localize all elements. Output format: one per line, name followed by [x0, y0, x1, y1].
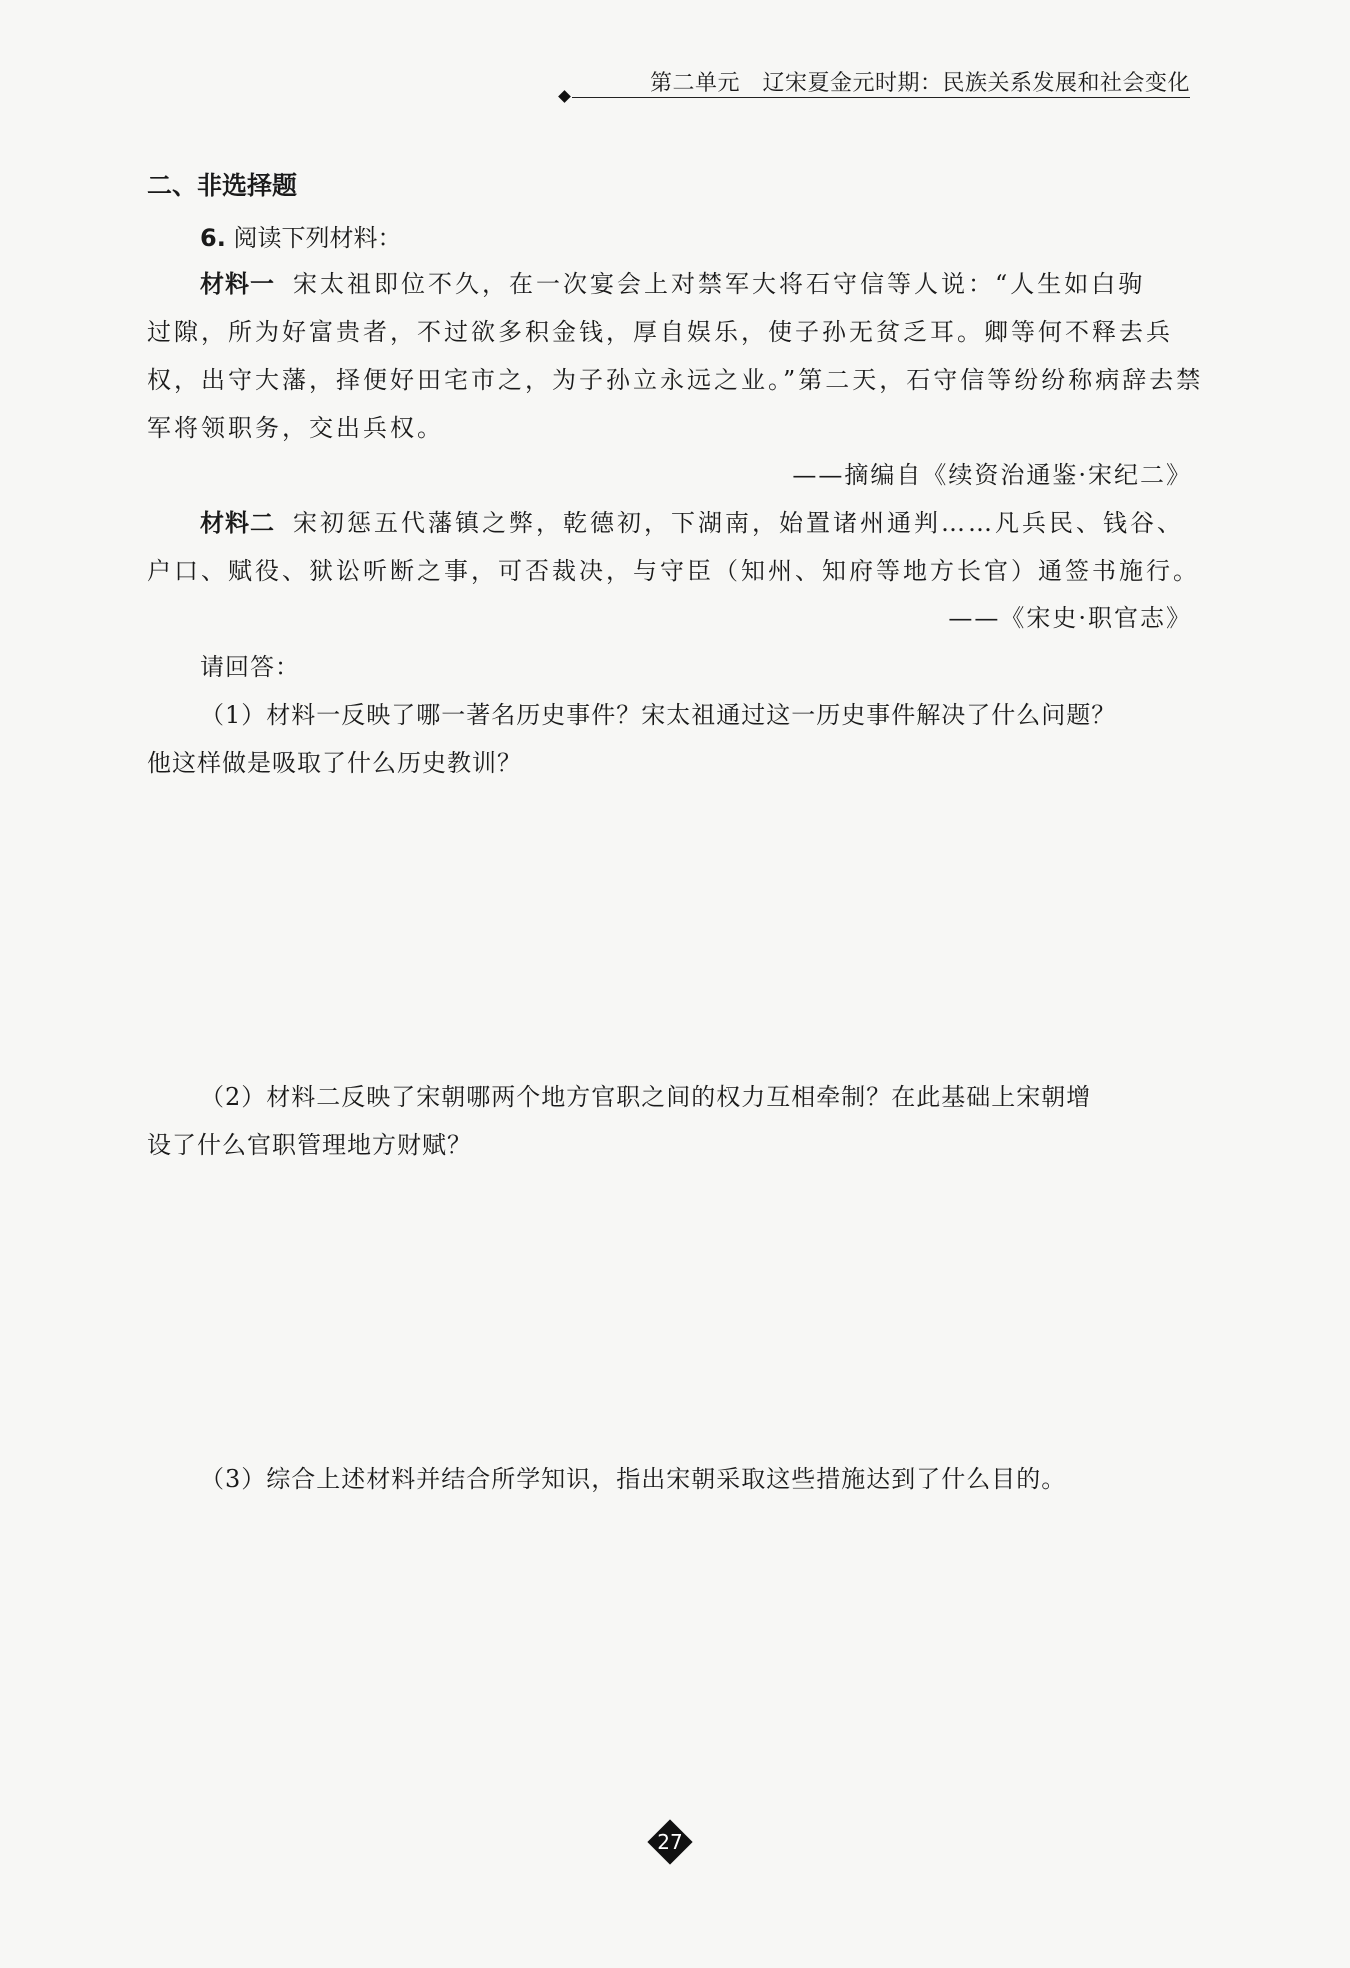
material1-line: 过隙，所为好富贵者，不过欲多积金钱，厚自娱乐，使子孙无贫乏耳。卿等何不释去兵 [147, 318, 1173, 346]
material1-line [200, 264, 1145, 299]
material1-source: ——摘编自《续资治通鉴·宋纪二》 [792, 461, 1192, 489]
page-number: 27 [657, 1830, 683, 1854]
answer-prompt: 请回答： [200, 653, 300, 681]
material1-label: 材料一 [200, 270, 275, 298]
sub-question-2-line: 设了什么官职管理地方财赋？ [147, 1131, 472, 1159]
sub-question-2-line: （2）材料二反映了宋朝哪两个地方官职之间的权力互相牵制？在此基础上宋朝增 [200, 1083, 1092, 1111]
header-unit-title: 第二单元 辽宋夏金元时期：民族关系发展和社会变化 [649, 71, 1190, 96]
sub-question-1-line: （1）材料一反映了哪一著名历史事件？宋太祖通过这一历史事件解决了什么问题？ [200, 701, 1117, 729]
material1-line-text: 宋太祖即位不久，在一次宴会上对禁军大将石守信等人说：“人生如白驹 [293, 270, 1146, 298]
page-number-badge [648, 1820, 692, 1864]
material2-line [200, 503, 1184, 538]
material1-line: 权，出守大藩，择便好田宅市之，为子孙立永远之业。”第二天，石守信等纷纷称病辞去禁 [147, 366, 1204, 394]
running-header [560, 62, 1190, 102]
question-intro [200, 218, 401, 253]
material2-line-text: 宋初惩五代藩镇之弊，乾德初，下湖南，始置诸州通判……凡兵民、钱谷、 [293, 509, 1184, 537]
material2-source: ——《宋史·职官志》 [948, 604, 1192, 632]
sub-question-3-line: （3）综合上述材料并结合所学知识，指出宋朝采取这些措施达到了什么目的。 [200, 1465, 1067, 1493]
question-intro-text: 阅读下列材料： [233, 224, 402, 252]
section-title: 二、非选择题 [147, 171, 298, 200]
question-number: 6. [200, 224, 226, 252]
material1-line: 军将领职务，交出兵权。 [147, 414, 444, 442]
header-rule [572, 97, 1190, 98]
material2-label: 材料二 [200, 509, 275, 537]
header-diamond-icon [558, 90, 571, 103]
material2-line: 户口、赋役、狱讼听断之事，可否裁决，与守臣（知州、知府等地方长官）通签书施行。 [147, 557, 1200, 585]
sub-question-1-line: 他这样做是吸取了什么历史教训？ [147, 749, 522, 777]
